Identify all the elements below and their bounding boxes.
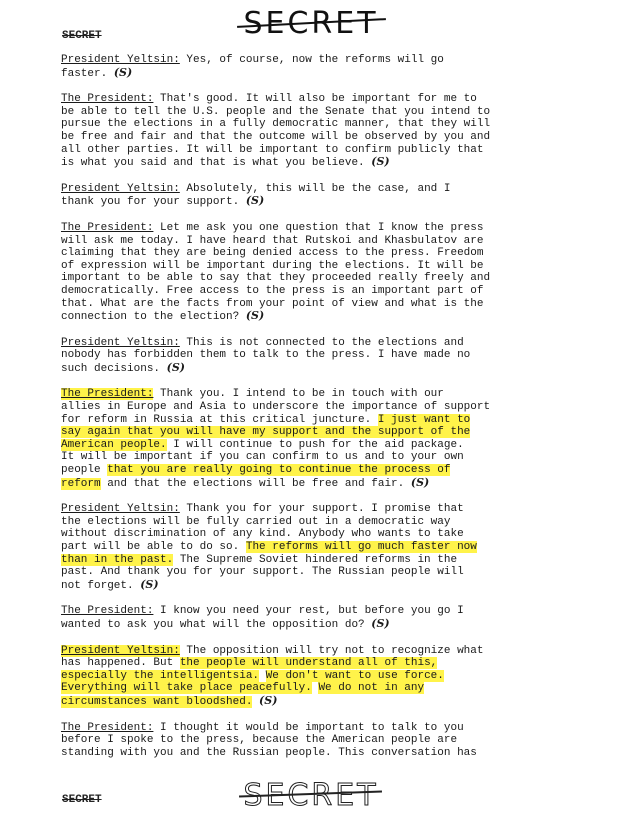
speaker-label: President Yeltsin: (61, 54, 180, 66)
text-line (61, 541, 561, 554)
line-text: before I spoke to the press, because the American people are (61, 734, 458, 747)
line-text: I thought it would be important to talk to you (153, 721, 464, 734)
transcript-paragraph (61, 388, 561, 490)
line-text: past. And thank you for your support. The Russian people will (61, 566, 464, 579)
transcript-paragraph (61, 93, 561, 170)
text-line (61, 235, 561, 248)
line-text: such decisions. (61, 362, 167, 375)
line-text: be able to tell the U.S. people and the Senate that you intend to (61, 105, 491, 118)
speaker-label: President Yeltsin: (61, 182, 180, 195)
speaker-label: President Yeltsin: (61, 644, 180, 657)
line-text: the elections will be fully carried out in a democratic way (61, 515, 451, 528)
line-text: pursue the elections in a fully democratic manner, that they will (61, 118, 491, 131)
transcript-paragraph (61, 645, 561, 709)
text-line (61, 734, 561, 747)
highlighted-text: American people. (61, 438, 167, 451)
text-line (61, 516, 561, 529)
speaker-label: President Yeltsin: (61, 503, 180, 516)
transcript-paragraph (61, 183, 561, 209)
speaker-label: The President: (61, 221, 154, 234)
highlighted-text: circumstances want bloodshed. (61, 695, 253, 708)
highlighted-text: the people will understand all of this, (179, 657, 438, 670)
text-line (61, 645, 561, 658)
line-text: allies in Europe and Asia to underscore the importance of support (61, 401, 491, 414)
line-text: I will continue to push for the aid package. (166, 438, 464, 451)
line-text: The Supreme Soviet hindered reforms in the (173, 553, 458, 566)
highlighted-text: than in the past. (61, 553, 174, 566)
line-text: part will be able to do so. (61, 541, 246, 553)
line-text: This is not connected to the elections and (179, 336, 464, 349)
text-line (61, 144, 561, 157)
highlighted-text: I just want to (377, 413, 471, 426)
highlighted-text: especially the intelligentsia. (61, 669, 260, 682)
transcript-paragraph (61, 605, 561, 631)
line-text: will ask me today. I have heard that Rutskoi and Khasbulatov are (61, 234, 484, 247)
text-line (61, 260, 561, 273)
text-line (61, 222, 561, 235)
transcript-paragraph (61, 722, 561, 760)
handwritten-classification-mark: (S) (259, 693, 278, 707)
handwritten-classification-mark: (S) (245, 194, 265, 208)
line-text: is what you said and that is what you believe. (61, 157, 372, 170)
highlighted-text: The reforms will go much faster now (245, 541, 477, 553)
secret-stamp-text: SECRET (243, 6, 379, 41)
text-line (61, 528, 561, 541)
line-text: Thank you. I intend to be in touch with our (153, 388, 444, 401)
line-text: Let me ask you one question that I know the press (153, 221, 484, 234)
text-line (61, 362, 561, 376)
line-text: thank you for your support. (61, 196, 246, 209)
line-text: all other parties. It will be important to confirm publicly that (61, 143, 484, 156)
line-text: people (61, 464, 108, 477)
transcript-paragraph (61, 222, 561, 324)
text-line (61, 695, 561, 709)
speaker-label: The President: (61, 93, 154, 106)
line-text: and that the elections will be free and fair. (100, 477, 411, 490)
line-text: nobody has forbidden them to talk to the press. I have made no (61, 349, 471, 362)
text-line (61, 54, 561, 67)
line-text: wanted to ask you what will the opposition do? (61, 618, 372, 631)
line-text: important to be able to say that they proceeded really freely and (61, 272, 491, 285)
text-line (61, 670, 561, 683)
line-text: It will be important if you can confirm to us and to your own (61, 451, 464, 464)
text-line (61, 285, 561, 298)
text-line (61, 722, 561, 735)
handwritten-classification-mark: (S) (410, 475, 430, 489)
line-text: claiming that they are being denied access to the press. Freedom (61, 247, 484, 260)
highlighted-text: Everything will take place peacefully. (61, 682, 312, 695)
text-line (61, 682, 561, 695)
line-text: for reform in Russia at this critical juncture. (61, 413, 378, 426)
text-line (61, 566, 561, 579)
speaker-label: The President: (61, 605, 154, 618)
text-line (61, 503, 561, 516)
text-line (61, 439, 561, 452)
text-line (61, 131, 561, 144)
text-line (61, 106, 561, 119)
transcript-paragraph (61, 54, 561, 80)
highlighted-text: say again that you will have my support and the support of the (61, 426, 471, 439)
line-text (259, 670, 266, 682)
text-line (61, 93, 561, 106)
speaker-label: The President: (61, 388, 154, 401)
highlighted-text: reform (61, 477, 101, 490)
text-line (61, 349, 561, 362)
transcript-paragraph (61, 337, 561, 376)
text-line (61, 464, 561, 477)
text-line (61, 195, 561, 209)
handwritten-classification-mark: (S) (371, 155, 390, 169)
line-text: without discrimination of any kind. Anybody who wants to take (61, 528, 464, 541)
handwritten-classification-mark: (S) (113, 65, 133, 79)
text-line (61, 618, 561, 632)
line-text: that. What are the facts from your point of view and what is the (61, 297, 484, 310)
line-text: not forget. (61, 579, 141, 592)
handwritten-classification-mark: (S) (166, 360, 185, 374)
text-line (61, 156, 561, 170)
line-text: That's good. It will also be important for me to (153, 93, 477, 106)
text-line (61, 477, 561, 491)
line-text: democratically. Free access to the press is an important part of (61, 284, 484, 297)
text-line (61, 298, 561, 311)
speaker-label: The President: (61, 721, 154, 734)
handwritten-classification-mark: (S) (140, 577, 159, 591)
classification-marking-top: SECRET (62, 30, 102, 42)
text-line (61, 657, 561, 670)
text-line (61, 388, 561, 401)
line-text: be free and fair and that the outcome will be observed by you and (61, 130, 491, 143)
line-text: connection to the election? (61, 311, 246, 324)
text-line (61, 747, 561, 760)
line-text: standing with you and the Russian people. This conversation has (61, 746, 477, 759)
text-line (61, 426, 561, 439)
text-line (61, 337, 561, 350)
line-text: The opposition will try not to recognize what (179, 644, 484, 657)
line-text: has happened. But (61, 657, 180, 670)
line-text: I know you need your rest, but before you go I (153, 605, 464, 618)
text-line (61, 401, 561, 414)
line-text: Absolutely, this will be the case, and I (179, 182, 451, 195)
classification-stamp-top (0, 6, 622, 41)
transcript-body (61, 54, 561, 772)
highlighted-text: We don't want to use force. (265, 669, 444, 682)
line-text: faster. (61, 67, 114, 80)
classification-marking-bottom: SECRET (62, 794, 102, 806)
handwritten-classification-mark: (S) (371, 616, 390, 630)
text-line (61, 310, 561, 324)
line-text: Yes, of course, now the reforms will go (179, 54, 444, 66)
text-line (61, 605, 561, 618)
text-line (61, 272, 561, 285)
text-line (61, 554, 561, 567)
highlighted-text: that you are really going to continue the process of (107, 464, 451, 477)
classification-stamp-bottom (0, 778, 622, 813)
secret-stamp-text: SECRET (243, 778, 379, 813)
text-line (61, 67, 561, 81)
text-line (61, 183, 561, 196)
speaker-label: President Yeltsin: (61, 336, 180, 349)
transcript-paragraph (61, 503, 561, 592)
handwritten-classification-mark: (S) (245, 309, 265, 323)
line-text: Thank you for your support. I promise that (179, 503, 464, 516)
text-line (61, 118, 561, 131)
text-line (61, 451, 561, 464)
text-line (61, 579, 561, 593)
line-text: of expression will be important during the elections. It will be (61, 259, 484, 272)
text-line (61, 247, 561, 260)
highlighted-text: We do not in any (318, 682, 425, 695)
text-line (61, 414, 561, 427)
